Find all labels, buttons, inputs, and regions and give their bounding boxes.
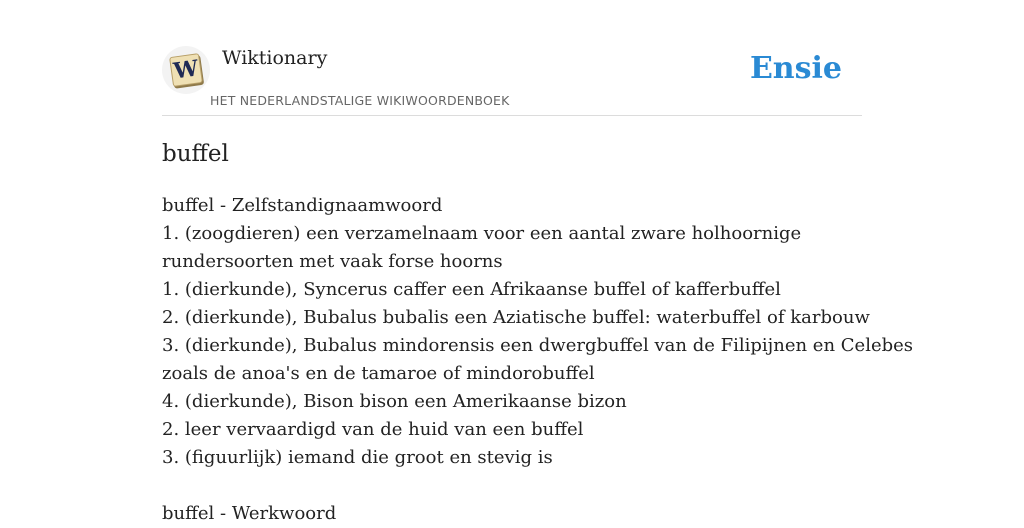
wiktionary-logo-icon[interactable]: [162, 46, 210, 94]
site-name[interactable]: Wiktionary: [222, 47, 328, 69]
definition-line: rundersoorten met vaak forse hoorns: [162, 251, 503, 272]
definition-line: 4. (dierkunde), Bison bison een Amerikaanse bizon: [162, 391, 627, 412]
site-header: [162, 0, 862, 116]
definition-line: 3. (figuurlijk) iemand die groot en stevig is: [162, 447, 553, 468]
definition-entry: [162, 192, 914, 528]
entry-heading: buffel - Werkwoord: [162, 503, 337, 524]
definition-line: zoals de anoa's en de tamaroe of mindorobuffel: [162, 363, 595, 384]
logo-tile: W: [169, 53, 203, 87]
definition-line: 1. (zoogdieren) een verzamelnaam voor een aantal zware holhoornige: [162, 223, 802, 244]
page-title: buffel: [162, 141, 229, 167]
definition-line: 1. (dierkunde), Syncerus caffer een Afrikaanse buffel of kafferbuffel: [162, 279, 781, 300]
main-content: [162, 136, 914, 528]
ensie-brand-logo[interactable]: Ensie: [749, 51, 842, 86]
definition-line: 3. (dierkunde), Bubalus mindorensis een dwergbuffel van de Filipijnen en Celebes: [162, 335, 914, 356]
definition-line: 2. leer vervaardigd van de huid van een buffel: [162, 419, 584, 440]
entry-spacer: [162, 472, 872, 500]
definition-line: 2. (dierkunde), Bubalus bubalis een Aziatische buffel: waterbuffel of karbouw: [162, 307, 870, 328]
site-tagline: HET NEDERLANDSTALIGE WIKIWOORDENBOEK: [210, 93, 510, 108]
entry-heading: buffel - Zelfstandignaamwoord: [162, 195, 443, 216]
